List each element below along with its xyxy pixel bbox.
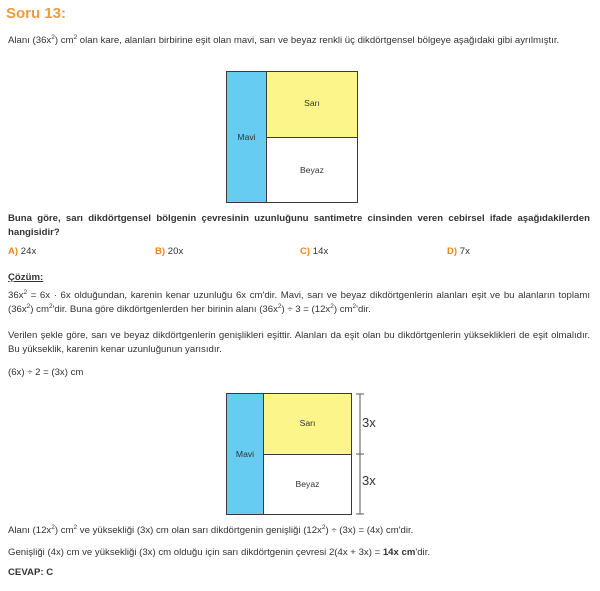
solution-paragraph-3: (6x) ÷ 2 = (3x) cm (8, 367, 84, 378)
white-label-2: Beyaz (295, 479, 320, 489)
figure-2 (226, 393, 396, 515)
white-label: Beyaz (300, 165, 324, 175)
option-c-letter: C) (300, 246, 311, 257)
yellow-label-2: Sarı (299, 418, 316, 428)
option-b[interactable] (155, 246, 183, 257)
blue-label-2: Mavi (235, 449, 255, 459)
question-intro: Alanı $(36x^2)$ $cm^2$ olan kare, alanları birbirine eşit olan mavi, sarı ve beyaz renkli üç dikdörtgensel bölgeye aşağıdaki gibi ayrılmıştır. (8, 34, 560, 46)
option-a-value: 24x (20, 246, 37, 257)
dimension-bracket (354, 393, 366, 515)
solution-paragraph-2: Verilen şekle göre, sarı ve beyaz dikdörtgenlerin genişlikleri eşittir. Alanları da eşit olan bu dikdörtgenlerin yükseklikleri de eşit olmalıdır. Bu yükseklik, karenin kenar uzunluğunun yarısıdır. (8, 330, 590, 355)
option-a-letter: A) (8, 246, 19, 257)
option-b-value: 20x (167, 246, 184, 257)
option-d-letter: D) (447, 246, 458, 257)
option-a[interactable] (8, 246, 36, 257)
blue-label: Mavi (237, 132, 256, 142)
yellow-label: Sarı (304, 98, 320, 108)
figure-1 (226, 71, 358, 203)
question-prompt: Buna göre, sarı dikdörtgensel bölgenin çevresinin uzunluğunu santimetre cinsinden veren cebirsel ifade aşağıdakilerden hangisidir? (8, 213, 590, 238)
solution-paragraph-5: Genişliği (4x) cm ve yüksekliği (3x) cm olduğu için sarı dikdörtgenin çevresi 2(4x + 3x) = 14x cm'dir. (8, 547, 431, 558)
question-title: Soru 13: (6, 5, 67, 22)
answer-text: CEVAP: C (8, 567, 54, 578)
option-c-value: 14x (312, 246, 329, 257)
solution-heading: Çözüm: (8, 272, 44, 283)
option-b-letter: B) (155, 246, 166, 257)
dimension-bottom-label: 3x (362, 473, 376, 488)
option-d-value: 7x (459, 246, 470, 257)
solution-paragraph-1: $36x^2 = 6x \cdot 6x$ olduğundan, karenin kenar uzunluğu 6x cm'dir. Mavi, sarı ve beyaz dikdörtgenlerin alanları eşit ve bu alanların toplamı $(36x^2)$ $cm^2'dir$. Buna göre dikdörtgenlerden her birinin alanı $(36x^2) \div 3 = (12x^2)$ $cm^2'dir$. (8, 289, 590, 315)
option-c[interactable] (300, 246, 328, 257)
option-d[interactable] (447, 246, 470, 257)
solution-paragraph-4: Alanı $(12x^2)$ $cm^2$ ve yüksekliği (3x) cm olan sarı dikdörtgenin genişliği $(12x^2) \div (3x) = (4x)$ cm'dir. (8, 524, 414, 536)
dimension-top-label: 3x (362, 415, 376, 430)
